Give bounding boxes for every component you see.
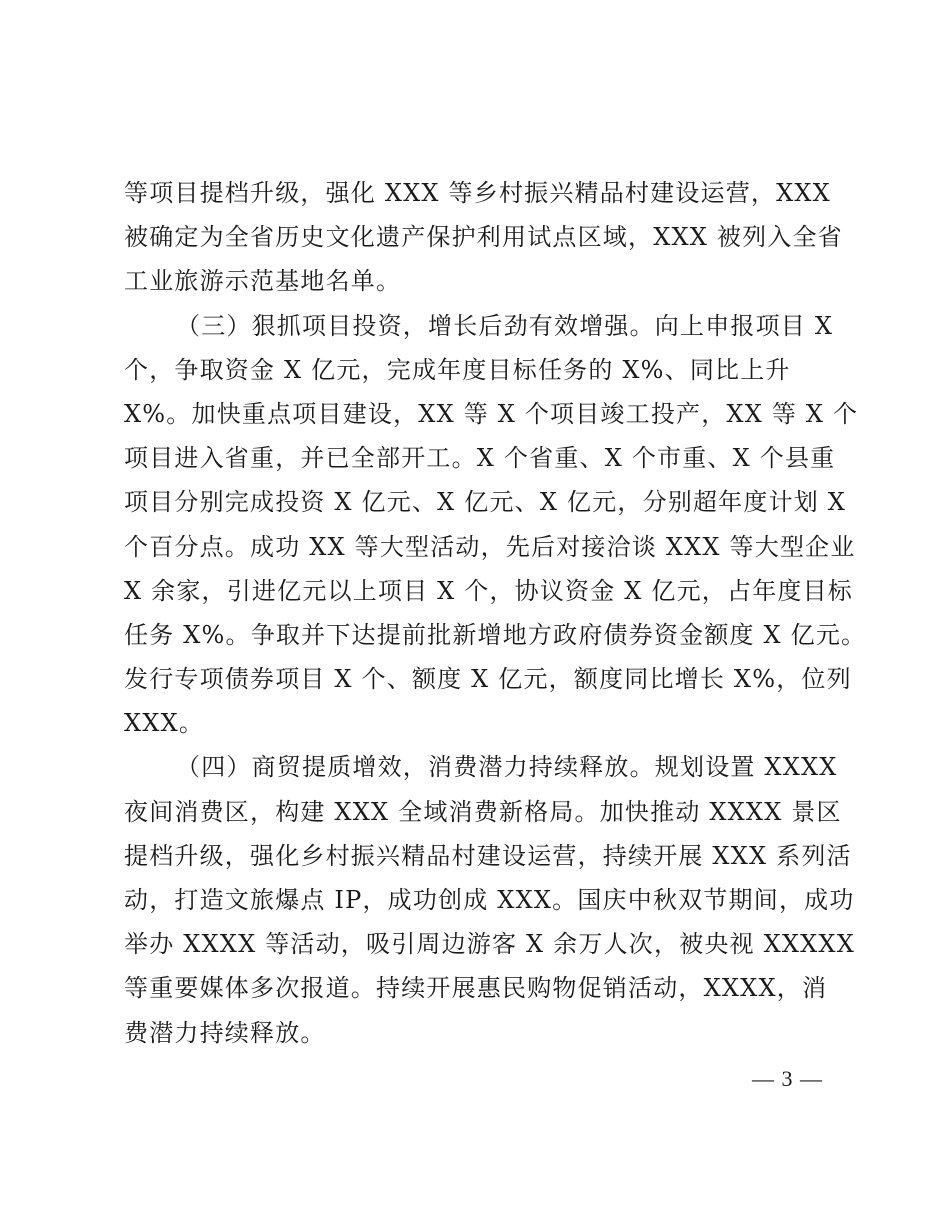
text-line: 等重要媒体多次报道。持续开展惠民购物促销活动，XXXX，消 [124,974,828,1003]
text-line: 动，打造文旅爆点 IP，成功创成 XXX。国庆中秋双节期间，成功 [124,886,855,914]
text-line: 被确定为全省历史文化遗产保护利用试点区域，XXX 被列入全省 [124,223,843,252]
text-line: 个百分点。成功 XX 等大型活动，先后对接洽谈 XXX 等大型企业 [124,532,856,561]
text-line: 费潜力持续释放。 [124,1018,326,1047]
text-line: 等项目提档升级，强化 XXX 等乡村振兴精品村建设运营，XXX [124,179,831,207]
text-line: 项目进入省重，并已全部开工。X 个省重、X 个市重、X 个县重 [124,444,836,473]
text-line: 发行专项债券项目 X 个、额度 X 亿元，额度同比增长 X%，位列 [124,665,852,694]
text-line: 任务 X%。争取并下达提前批新增地方政府债券资金额度 X 亿元。 [124,620,867,649]
section-heading-line: （三）狠抓项目投资，增长后劲有效增强。向上申报项目 X [176,311,834,340]
page-number: — 3 — [752,1066,823,1091]
text-line: 夜间消费区，构建 XXX 全域消费新格局。加快推动 XXXX 景区 [124,797,842,826]
text-line: XXX。 [124,709,205,738]
text-line: X%。加快重点项目建设，XX 等 X 个项目竣工投产，XX 等 X 个 [124,399,859,428]
text-line: 举办 XXXX 等活动，吸引周边游客 X 余万人次，被央视 XXXXX [124,930,856,959]
text-line: 项目分别完成投资 X 亿元、X 亿元、X 亿元，分别超年度计划 X [124,488,847,517]
text-line: 工业旅游示范基地名单。 [124,267,402,296]
document-body [124,171,867,1055]
text-line: 提档升级，强化乡村振兴精品村建设运营，持续开展 XXX 系列活 [124,841,852,870]
text-line: 个，争取资金 X 亿元，完成年度目标任务的 X%、同比上升 [124,355,791,384]
text-line: X 余家，引进亿元以上项目 X 个，协议资金 X 亿元，占年度目标 [124,576,854,605]
section-heading-line: （四）商贸提质增效，消费潜力持续释放。规划设置 XXXX [176,753,838,782]
